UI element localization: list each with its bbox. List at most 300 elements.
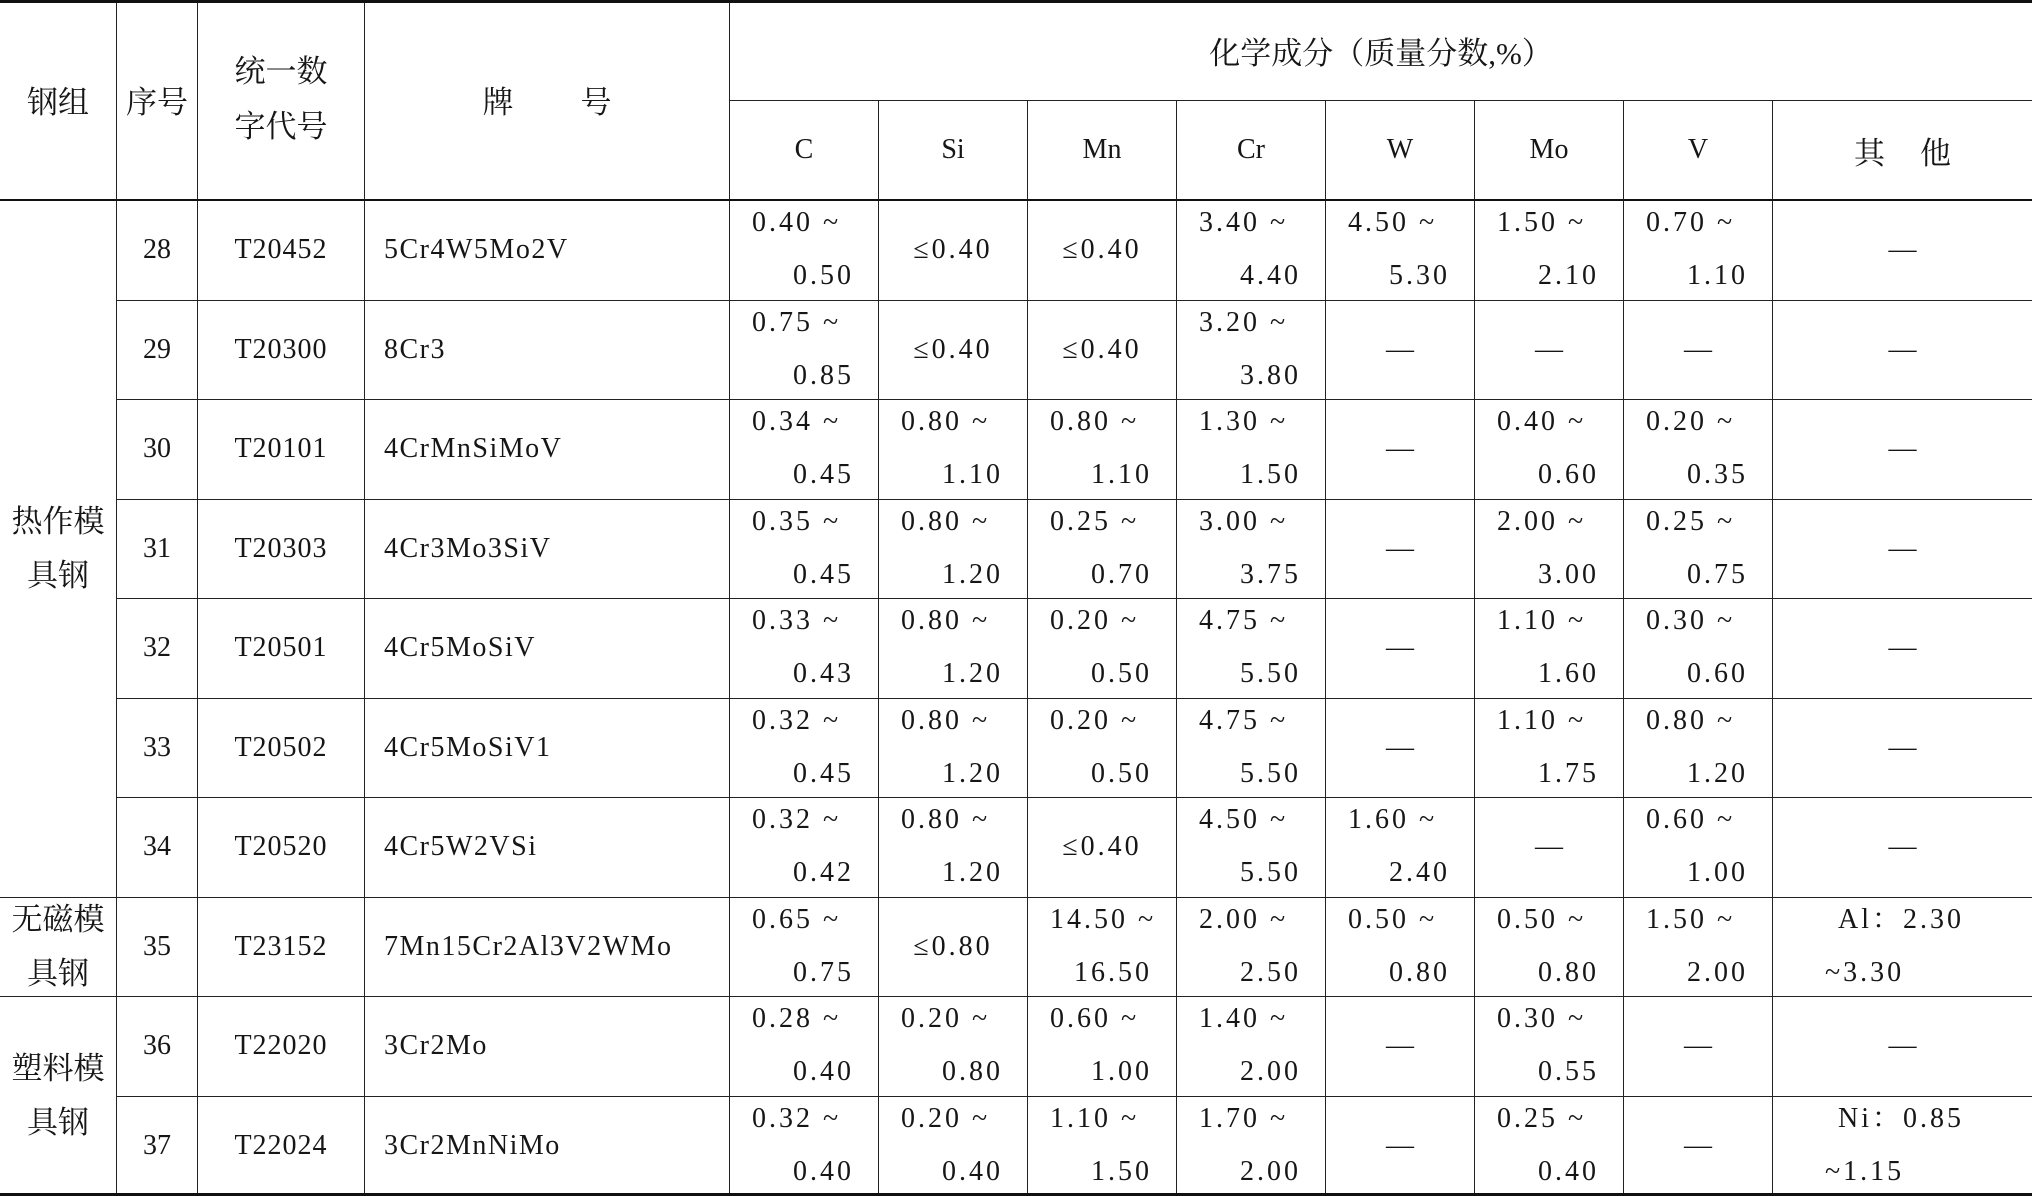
cr-cell [1177, 400, 1326, 500]
v-min: 0.30 ~ [1646, 605, 1736, 636]
c-max: 0.40 [793, 1155, 854, 1187]
c-max: 0.45 [793, 459, 854, 490]
mo-cell [1475, 997, 1624, 1097]
code-cell [198, 1097, 365, 1196]
si-max: 1.20 [942, 757, 1003, 789]
seq-number: 29 [143, 333, 171, 365]
mo-cell [1475, 1097, 1624, 1196]
c-max: 0.75 [793, 956, 854, 988]
seq-cell [117, 898, 198, 998]
mn-cell [1028, 400, 1177, 500]
seq-number: 31 [143, 532, 171, 564]
header-seq-label: 序号 [126, 85, 188, 120]
header-code [198, 0, 365, 201]
w-min: 0.50 ~ [1348, 903, 1438, 935]
mo-cell [1475, 400, 1624, 500]
c-cell [730, 997, 879, 1097]
v-value: — [1684, 333, 1712, 365]
other-value: — [1888, 234, 1917, 266]
v-cell [1624, 699, 1773, 799]
mn-min: 1.10 ~ [1050, 1102, 1140, 1134]
cr-cell [1177, 699, 1326, 799]
c-max: 0.42 [793, 857, 854, 888]
cr-max: 2.00 [1240, 1155, 1301, 1187]
cr-min: 4.50 ~ [1199, 804, 1289, 835]
code-cell [198, 699, 365, 799]
unified-code: T20303 [234, 532, 328, 564]
si-max: 1.20 [942, 857, 1003, 888]
header-w [1326, 101, 1475, 201]
mn-cell [1028, 599, 1177, 699]
header-c [730, 101, 879, 201]
unified-code: T20501 [234, 632, 328, 664]
c-cell [730, 400, 879, 500]
group-plastic [0, 997, 117, 1196]
si-cell [879, 201, 1028, 301]
mo-cell [1475, 301, 1624, 401]
unified-code: T20101 [234, 433, 328, 465]
v-value: — [1684, 1129, 1712, 1161]
mo-max: 3.00 [1538, 558, 1599, 590]
v-max: 0.60 [1687, 658, 1748, 689]
other-al-max: ~3.30 [1825, 956, 1905, 988]
cr-min: 4.75 ~ [1199, 605, 1289, 636]
mn-min: 0.80 ~ [1050, 406, 1140, 437]
mo-value: — [1535, 333, 1563, 365]
seq-cell [117, 500, 198, 600]
c-min: 0.28 ~ [752, 1003, 842, 1034]
si-min: 0.80 ~ [901, 406, 991, 437]
v-cell [1624, 1097, 1773, 1196]
w-max: 2.40 [1389, 857, 1450, 888]
si-cell [879, 500, 1028, 600]
other-cell [1773, 400, 2032, 500]
group-plastic-label: 塑料模具钢 [11, 1050, 105, 1140]
mn-cell [1028, 201, 1177, 301]
si-cell [879, 798, 1028, 898]
si-min: 0.80 ~ [901, 804, 991, 835]
v-cell [1624, 301, 1773, 401]
other-cell [1773, 201, 2032, 301]
v-cell [1624, 898, 1773, 998]
mo-min: 1.50 ~ [1497, 207, 1587, 238]
seq-number: 36 [143, 1030, 171, 1062]
mn-max: 0.70 [1091, 558, 1152, 590]
w-value: — [1386, 333, 1414, 365]
mn-value: ≤0.40 [1062, 234, 1142, 266]
si-min: 0.80 ~ [901, 505, 991, 537]
w-value: — [1386, 1030, 1414, 1062]
v-min: 1.50 ~ [1646, 903, 1736, 935]
mn-max: 1.50 [1091, 1155, 1152, 1187]
c-min: 0.32 ~ [752, 704, 842, 736]
header-composition [730, 0, 2032, 101]
other-value: — [1888, 831, 1917, 863]
mo-min: 0.25 ~ [1497, 1102, 1587, 1134]
w-value: — [1386, 731, 1414, 763]
mn-max: 1.00 [1091, 1056, 1152, 1087]
si-cell [879, 400, 1028, 500]
header-other [1773, 101, 2032, 201]
steel-grade: 4Cr3Mo3SiV [384, 532, 552, 564]
c-max: 0.45 [793, 757, 854, 789]
cr-min: 3.00 ~ [1199, 505, 1289, 537]
other-cell [1773, 699, 2032, 799]
cr-cell [1177, 997, 1326, 1097]
mo-cell [1475, 699, 1624, 799]
cr-cell [1177, 599, 1326, 699]
cr-cell [1177, 301, 1326, 401]
cr-min: 1.40 ~ [1199, 1003, 1289, 1034]
w-min: 1.60 ~ [1348, 804, 1438, 835]
seq-number: 34 [143, 831, 171, 863]
mo-min: 0.50 ~ [1497, 903, 1587, 935]
v-min: 0.70 ~ [1646, 207, 1736, 238]
si-cell [879, 997, 1028, 1097]
si-min: 0.20 ~ [901, 1102, 991, 1134]
steel-grade: 4Cr5MoSiV [384, 632, 536, 664]
other-value: — [1888, 1030, 1917, 1062]
w-value: — [1386, 433, 1414, 465]
mn-cell [1028, 699, 1177, 799]
v-max: 1.20 [1687, 757, 1748, 789]
other-cell [1773, 599, 2032, 699]
header-cr [1177, 101, 1326, 201]
cr-min: 2.00 ~ [1199, 903, 1289, 935]
grade-cell [365, 898, 730, 998]
w-value: — [1386, 632, 1414, 664]
cr-min: 3.40 ~ [1199, 207, 1289, 238]
grade-cell [365, 301, 730, 401]
cr-min: 1.30 ~ [1199, 406, 1289, 437]
cr-max: 1.50 [1240, 459, 1301, 490]
code-cell [198, 201, 365, 301]
w-cell [1326, 699, 1475, 799]
grade-cell [365, 599, 730, 699]
c-min: 0.35 ~ [752, 505, 842, 537]
steel-grade: 8Cr3 [384, 333, 446, 365]
w-cell [1326, 201, 1475, 301]
v-cell [1624, 201, 1773, 301]
v-value: — [1684, 1030, 1712, 1062]
seq-cell [117, 301, 198, 401]
grade-cell [365, 201, 730, 301]
seq-cell [117, 798, 198, 898]
w-max: 5.30 [1389, 260, 1450, 291]
v-min: 0.20 ~ [1646, 406, 1736, 437]
group-non-magnetic-label: 无磁模具钢 [11, 901, 105, 991]
si-min: 0.80 ~ [901, 704, 991, 736]
si-value: ≤0.80 [913, 930, 993, 962]
w-value: — [1386, 1129, 1414, 1161]
mo-max: 0.40 [1538, 1155, 1599, 1187]
c-min: 0.33 ~ [752, 605, 842, 636]
steel-grade: 4CrMnSiMoV [384, 433, 563, 465]
w-cell [1326, 798, 1475, 898]
unified-code: T20300 [234, 333, 328, 365]
mn-max: 1.10 [1091, 459, 1152, 490]
other-cell [1773, 1097, 2032, 1196]
v-max: 0.75 [1687, 558, 1748, 590]
group-hot-work [0, 201, 117, 898]
v-min: 0.25 ~ [1646, 505, 1736, 537]
si-min: 0.80 ~ [901, 605, 991, 636]
mo-cell [1475, 898, 1624, 998]
cr-max: 5.50 [1240, 757, 1301, 789]
mn-min: 0.20 ~ [1050, 704, 1140, 736]
grade-cell [365, 798, 730, 898]
mn-max: 0.50 [1091, 658, 1152, 689]
seq-number: 28 [143, 234, 171, 266]
c-max: 0.45 [793, 558, 854, 590]
mo-min: 1.10 ~ [1497, 704, 1587, 736]
header-si-label: Si [941, 134, 965, 165]
steel-grade: 5Cr4W5Mo2V [384, 234, 569, 266]
header-v-label: V [1687, 134, 1709, 165]
si-cell [879, 699, 1028, 799]
code-cell [198, 400, 365, 500]
header-grade [365, 0, 730, 201]
v-max: 1.10 [1687, 260, 1748, 291]
c-max: 0.40 [793, 1056, 854, 1087]
cr-min: 1.70 ~ [1199, 1102, 1289, 1134]
v-cell [1624, 997, 1773, 1097]
table-top-rule [0, 0, 2032, 3]
mo-cell [1475, 798, 1624, 898]
w-value: — [1386, 532, 1414, 564]
mo-max: 2.10 [1538, 260, 1599, 291]
grade-cell [365, 997, 730, 1097]
mo-max: 0.60 [1538, 459, 1599, 490]
w-cell [1326, 898, 1475, 998]
c-min: 0.75 ~ [752, 306, 842, 338]
seq-number: 35 [143, 930, 171, 962]
other-al-min: Al：2.30 [1838, 903, 1965, 935]
unified-code: T20502 [234, 731, 328, 763]
header-mn [1028, 101, 1177, 201]
seq-cell [117, 699, 198, 799]
code-cell [198, 599, 365, 699]
mo-max: 1.60 [1538, 658, 1599, 689]
seq-number: 33 [143, 731, 171, 763]
v-cell [1624, 500, 1773, 600]
mo-value: — [1535, 831, 1563, 863]
seq-number: 32 [143, 632, 171, 664]
v-cell [1624, 400, 1773, 500]
si-value: ≤0.40 [913, 333, 993, 365]
si-cell [879, 301, 1028, 401]
w-cell [1326, 500, 1475, 600]
v-max: 0.35 [1687, 459, 1748, 490]
c-min: 0.32 ~ [752, 1102, 842, 1134]
other-cell [1773, 500, 2032, 600]
mo-cell [1475, 599, 1624, 699]
grade-cell [365, 1097, 730, 1196]
cr-cell [1177, 201, 1326, 301]
c-max: 0.85 [793, 359, 854, 391]
steel-grade: 4Cr5W2VSi [384, 831, 538, 863]
w-cell [1326, 400, 1475, 500]
mo-cell [1475, 500, 1624, 600]
mn-max: 0.50 [1091, 757, 1152, 789]
cr-cell [1177, 798, 1326, 898]
c-min: 0.32 ~ [752, 804, 842, 835]
seq-cell [117, 1097, 198, 1196]
cr-cell [1177, 1097, 1326, 1196]
w-cell [1326, 599, 1475, 699]
code-cell [198, 301, 365, 401]
other-cell [1773, 997, 2032, 1097]
w-cell [1326, 997, 1475, 1097]
si-max: 0.80 [942, 1056, 1003, 1087]
v-cell [1624, 798, 1773, 898]
si-max: 1.20 [942, 658, 1003, 689]
code-cell [198, 997, 365, 1097]
v-min: 0.60 ~ [1646, 804, 1736, 835]
cr-max: 4.40 [1240, 260, 1301, 291]
header-c-label: C [794, 134, 814, 165]
code-cell [198, 898, 365, 998]
header-steel-group-label: 钢组 [27, 85, 89, 120]
header-mn-label: Mn [1082, 134, 1122, 165]
c-max: 0.50 [793, 260, 854, 291]
cr-max: 5.50 [1240, 658, 1301, 689]
other-ni-max: ~1.15 [1825, 1155, 1905, 1187]
mn-value: ≤0.40 [1062, 333, 1142, 365]
mn-min: 0.25 ~ [1050, 505, 1140, 537]
mo-max: 0.55 [1538, 1056, 1599, 1087]
unified-code: T20452 [234, 234, 328, 266]
si-cell [879, 898, 1028, 998]
mo-min: 0.40 ~ [1497, 406, 1587, 437]
mo-min: 1.10 ~ [1497, 605, 1587, 636]
seq-number: 30 [143, 433, 171, 465]
mn-cell [1028, 898, 1177, 998]
w-cell [1326, 1097, 1475, 1196]
mn-value: ≤0.40 [1062, 831, 1142, 863]
header-steel-group [0, 0, 117, 201]
header-si [879, 101, 1028, 201]
v-max: 1.00 [1687, 857, 1748, 888]
c-cell [730, 699, 879, 799]
mn-min: 14.50 ~ [1050, 903, 1157, 935]
si-cell [879, 599, 1028, 699]
code-cell [198, 500, 365, 600]
mn-min: 0.20 ~ [1050, 605, 1140, 636]
cr-max: 2.00 [1240, 1056, 1301, 1087]
cr-cell [1177, 898, 1326, 998]
c-cell [730, 500, 879, 600]
si-max: 0.40 [942, 1155, 1003, 1187]
mo-min: 0.30 ~ [1497, 1003, 1587, 1034]
v-min: 0.80 ~ [1646, 704, 1736, 736]
header-mo-label: Mo [1529, 134, 1569, 165]
cr-cell [1177, 500, 1326, 600]
other-ni-min: Ni：0.85 [1838, 1102, 1965, 1134]
grade-cell [365, 400, 730, 500]
grade-cell [365, 699, 730, 799]
seq-cell [117, 201, 198, 301]
steel-grade: 3Cr2Mo [384, 1030, 488, 1062]
v-max: 2.00 [1687, 956, 1748, 988]
c-min: 0.40 ~ [752, 207, 842, 238]
si-value: ≤0.40 [913, 234, 993, 266]
mn-cell [1028, 500, 1177, 600]
mn-cell [1028, 301, 1177, 401]
si-max: 1.10 [942, 459, 1003, 490]
cr-max: 3.75 [1240, 558, 1301, 590]
cr-max: 3.80 [1240, 359, 1301, 391]
c-cell [730, 301, 879, 401]
header-composition-label: 化学成分（质量分数,%） [1209, 35, 1553, 71]
header-mo [1475, 101, 1624, 201]
mn-cell [1028, 1097, 1177, 1196]
mn-cell [1028, 997, 1177, 1097]
steel-grade: 4Cr5MoSiV1 [384, 731, 552, 763]
mo-cell [1475, 201, 1624, 301]
si-min: 0.20 ~ [901, 1003, 991, 1034]
cr-max: 5.50 [1240, 857, 1301, 888]
c-min: 0.65 ~ [752, 903, 842, 935]
header-cr-label: Cr [1237, 134, 1265, 165]
other-value: — [1888, 333, 1917, 365]
unified-code: T23152 [234, 930, 328, 962]
c-cell [730, 798, 879, 898]
other-cell [1773, 798, 2032, 898]
w-max: 0.80 [1389, 956, 1450, 988]
header-grade-label: 牌号 [482, 85, 679, 120]
unified-code: T20520 [234, 831, 328, 863]
other-value: — [1888, 433, 1917, 465]
mo-max: 0.80 [1538, 956, 1599, 988]
c-cell [730, 599, 879, 699]
v-cell [1624, 599, 1773, 699]
seq-cell [117, 400, 198, 500]
other-cell [1773, 301, 2032, 401]
w-min: 4.50 ~ [1348, 207, 1438, 238]
cr-max: 2.50 [1240, 956, 1301, 988]
other-cell [1773, 898, 2032, 998]
mo-max: 1.75 [1538, 757, 1599, 789]
unified-code: T22024 [234, 1129, 328, 1161]
steel-grade: 7Mn15Cr2Al3V2WMo [384, 930, 673, 962]
si-max: 1.20 [942, 558, 1003, 590]
mo-min: 2.00 ~ [1497, 505, 1587, 537]
c-min: 0.34 ~ [752, 406, 842, 437]
steel-grade: 3Cr2MnNiMo [384, 1129, 561, 1161]
w-cell [1326, 301, 1475, 401]
other-value: — [1888, 731, 1917, 763]
seq-cell [117, 599, 198, 699]
unified-code: T22020 [234, 1030, 328, 1062]
header-code-label: 统一数字代号 [234, 54, 328, 144]
header-w-label: W [1386, 134, 1414, 165]
mn-min: 0.60 ~ [1050, 1003, 1140, 1034]
cr-min: 3.20 ~ [1199, 306, 1289, 338]
header-v [1624, 101, 1773, 201]
c-max: 0.43 [793, 658, 854, 689]
mn-max: 16.50 [1074, 956, 1152, 988]
group-non-magnetic [0, 898, 117, 998]
seq-number: 37 [143, 1129, 171, 1161]
header-seq [117, 0, 198, 201]
other-value: — [1888, 632, 1917, 664]
seq-cell [117, 997, 198, 1097]
group-hot-work-label: 热作模具钢 [11, 503, 105, 593]
c-cell [730, 201, 879, 301]
c-cell [730, 1097, 879, 1196]
header-other-label: 其他 [1854, 135, 1986, 171]
